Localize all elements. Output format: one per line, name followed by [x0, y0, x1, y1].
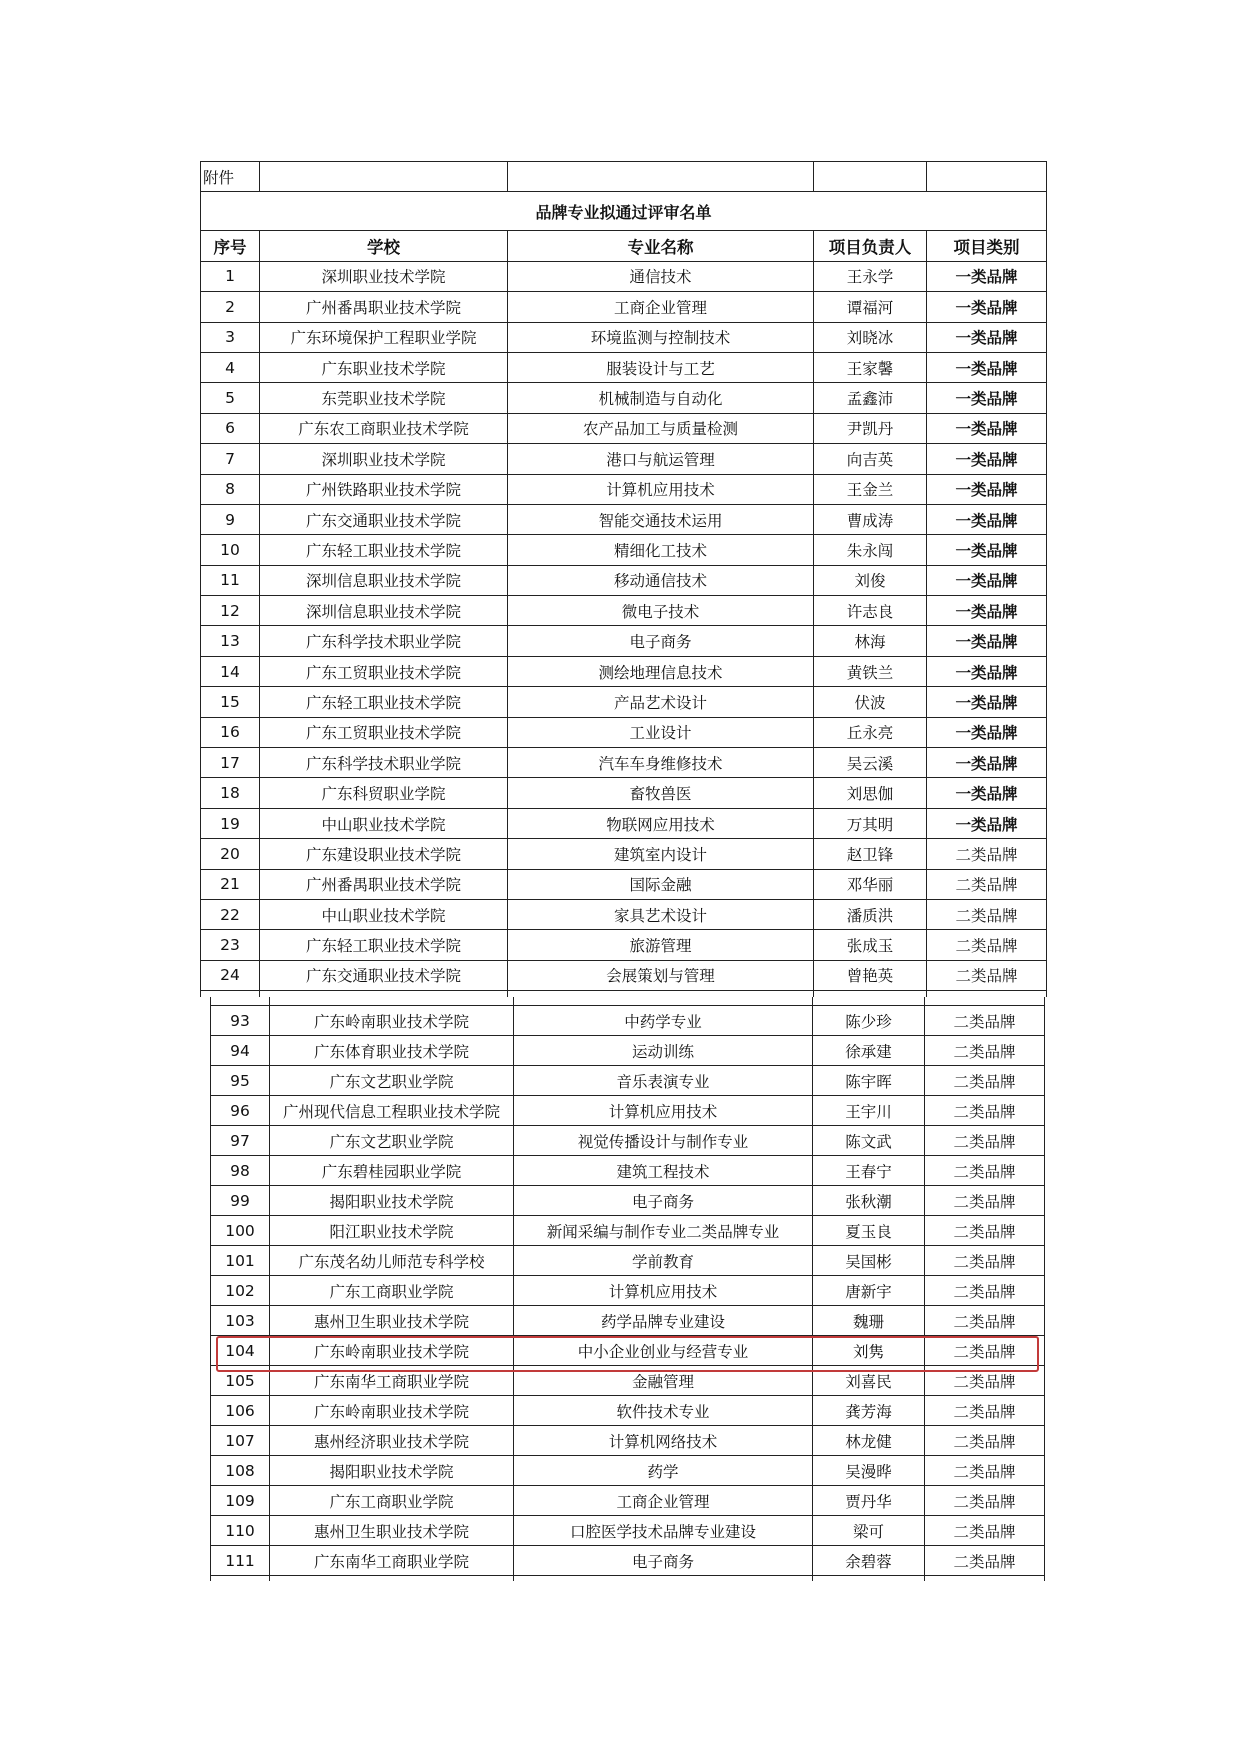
cell-school: 广州番禺职业技术学院	[260, 292, 508, 322]
cell-category: 一类品牌	[927, 656, 1047, 686]
cell-category: 一类品牌	[927, 261, 1047, 291]
table-row	[211, 1396, 1045, 1426]
cell-leader: 王永学	[814, 261, 927, 291]
cell-index: 8	[201, 474, 260, 504]
cell-school: 深圳信息职业技术学院	[260, 596, 508, 626]
cell-leader: 吴国彬	[813, 1246, 925, 1276]
cell-leader: 张秋潮	[813, 1186, 925, 1216]
cell-school: 广东碧桂园职业学院	[270, 1156, 514, 1186]
cell-major: 智能交通技术运用	[508, 504, 814, 534]
cell-category: 二类品牌	[927, 839, 1047, 869]
cell-index: 22	[201, 899, 260, 929]
table-row	[201, 656, 1047, 686]
cell-school: 惠州卫生职业技术学院	[270, 1306, 514, 1336]
table-row	[211, 1276, 1045, 1306]
cell-category: 二类品牌	[927, 960, 1047, 990]
cell-school: 中山职业技术学院	[260, 808, 508, 838]
table-row	[201, 565, 1047, 595]
table-row	[211, 1126, 1045, 1156]
cell-category: 二类品牌	[925, 1066, 1045, 1096]
cell-category: 一类品牌	[927, 626, 1047, 656]
cell-index: 9	[201, 504, 260, 534]
table-row	[201, 322, 1047, 352]
cell-school: 广东轻工职业技术学院	[260, 535, 508, 565]
cell-school: 广东轻工职业技术学院	[260, 930, 508, 960]
cell-category: 二类品牌	[925, 1276, 1045, 1306]
cell-school: 广东科学技术职业学院	[260, 748, 508, 778]
header-school: 学校	[260, 231, 508, 261]
cell-leader: 潘质洪	[814, 899, 927, 929]
cell-leader: 吴漫晔	[813, 1456, 925, 1486]
cell-school: 广东南华工商职业学院	[270, 1366, 514, 1396]
table-row	[201, 778, 1047, 808]
cell-index: 102	[211, 1276, 270, 1306]
cell-leader: 贾丹华	[813, 1486, 925, 1516]
cell-category: 二类品牌	[925, 1336, 1045, 1366]
table-row	[211, 1456, 1045, 1486]
cell-leader: 万其明	[814, 808, 927, 838]
cell-index: 107	[211, 1426, 270, 1456]
cell-leader: 伏波	[814, 687, 927, 717]
table-row	[201, 383, 1047, 413]
cell-major: 旅游管理	[508, 930, 814, 960]
cell-major: 农产品加工与质量检测	[508, 413, 814, 443]
table-row	[211, 1246, 1045, 1276]
cell-major: 中药学专业	[514, 1006, 813, 1036]
cell-major: 软件技术专业	[514, 1396, 813, 1426]
document-title: 品牌专业拟通过评审名单	[201, 192, 1047, 231]
cell-leader: 余碧蓉	[813, 1546, 925, 1576]
cell-leader: 曾艳英	[814, 960, 927, 990]
cell-leader: 丘永亮	[814, 717, 927, 747]
brand-list-table-part1	[200, 161, 1047, 997]
cell-leader: 孟鑫沛	[814, 383, 927, 413]
cell-index: 7	[201, 444, 260, 474]
header-index: 序号	[201, 231, 260, 261]
cell-major: 港口与航运管理	[508, 444, 814, 474]
cell-index: 108	[211, 1456, 270, 1486]
cell-school: 广东职业技术学院	[260, 352, 508, 382]
cell-index: 5	[201, 383, 260, 413]
cell-leader: 吴云溪	[814, 748, 927, 778]
cell-index: 19	[201, 808, 260, 838]
cell-category: 一类品牌	[927, 535, 1047, 565]
cell-category: 二类品牌	[925, 1006, 1045, 1036]
cell-major: 工商企业管理	[508, 292, 814, 322]
cell-school: 广东工商职业学院	[270, 1276, 514, 1306]
cell-index: 12	[201, 596, 260, 626]
table-row	[201, 261, 1047, 291]
cell-school: 广东农工商职业技术学院	[260, 413, 508, 443]
cell-index: 110	[211, 1516, 270, 1546]
table-row	[211, 1516, 1045, 1546]
cell-leader: 王金兰	[814, 474, 927, 504]
cell-index: 21	[201, 869, 260, 899]
cell-category: 二类品牌	[925, 1216, 1045, 1246]
table-row	[201, 504, 1047, 534]
cell-category: 一类品牌	[927, 687, 1047, 717]
cell-category: 一类品牌	[927, 717, 1047, 747]
table-row	[211, 1186, 1045, 1216]
cell-category: 二类品牌	[925, 1126, 1045, 1156]
cell-index: 13	[201, 626, 260, 656]
cell-school: 广东建设职业技术学院	[260, 839, 508, 869]
cell-major: 建筑室内设计	[508, 839, 814, 869]
table-row	[201, 839, 1047, 869]
cell-category: 二类品牌	[925, 1186, 1045, 1216]
attachment-row	[201, 162, 1047, 192]
cell-major: 产品艺术设计	[508, 687, 814, 717]
cell-leader: 唐新宇	[813, 1276, 925, 1306]
cell-major: 机械制造与自动化	[508, 383, 814, 413]
cell-major: 会展策划与管理	[508, 960, 814, 990]
cell-leader: 刘隽	[813, 1336, 925, 1366]
cell-leader: 张成玉	[814, 930, 927, 960]
cell-leader: 梁可	[813, 1516, 925, 1546]
table-row	[201, 596, 1047, 626]
cell-category: 一类品牌	[927, 413, 1047, 443]
cell-index: 18	[201, 778, 260, 808]
cell-major: 工商企业管理	[514, 1486, 813, 1516]
cell-index: 20	[201, 839, 260, 869]
cell-school: 广东茂名幼儿师范专科学校	[270, 1246, 514, 1276]
cell-index: 111	[211, 1546, 270, 1576]
cell-major: 微电子技术	[508, 596, 814, 626]
cell-category: 二类品牌	[925, 1426, 1045, 1456]
cell-leader: 黄铁兰	[814, 656, 927, 686]
table-row	[201, 869, 1047, 899]
cell-category: 二类品牌	[925, 1156, 1045, 1186]
cell-index: 2	[201, 292, 260, 322]
cell-index: 105	[211, 1366, 270, 1396]
cell-index: 103	[211, 1306, 270, 1336]
cell-index: 1	[201, 261, 260, 291]
cell-school: 广东岭南职业技术学院	[270, 1396, 514, 1426]
table-row	[201, 474, 1047, 504]
table-row	[201, 930, 1047, 960]
cell-school: 广东岭南职业技术学院	[270, 1006, 514, 1036]
cell-major: 电子商务	[514, 1546, 813, 1576]
cell-major: 计算机应用技术	[508, 474, 814, 504]
cell-category: 二类品牌	[927, 899, 1047, 929]
cell-school: 广州铁路职业技术学院	[260, 474, 508, 504]
table-row	[201, 626, 1047, 656]
cell-category: 一类品牌	[927, 444, 1047, 474]
table-row	[211, 1486, 1045, 1516]
cell-major: 金融管理	[514, 1366, 813, 1396]
cell-index: 104	[211, 1336, 270, 1366]
cell-category: 二类品牌	[925, 1546, 1045, 1576]
cell-leader: 刘俊	[814, 565, 927, 595]
cell-leader: 许志良	[814, 596, 927, 626]
cell-index: 3	[201, 322, 260, 352]
cell-index: 17	[201, 748, 260, 778]
table-row	[211, 1546, 1045, 1576]
cell-category: 一类品牌	[927, 352, 1047, 382]
header-row	[201, 231, 1047, 261]
table-row	[201, 960, 1047, 990]
cell-school: 广东环境保护工程职业学院	[260, 322, 508, 352]
cell-index: 95	[211, 1066, 270, 1096]
cell-category: 二类品牌	[925, 1246, 1045, 1276]
cell-major: 药学品牌专业建设	[514, 1306, 813, 1336]
cell-major: 新闻采编与制作专业二类品牌专业	[514, 1216, 813, 1246]
cell-leader: 魏珊	[813, 1306, 925, 1336]
cell-school: 深圳信息职业技术学院	[260, 565, 508, 595]
cell-major: 测绘地理信息技术	[508, 656, 814, 686]
cell-major: 学前教育	[514, 1246, 813, 1276]
cell-category: 二类品牌	[927, 869, 1047, 899]
cell-major: 计算机网络技术	[514, 1426, 813, 1456]
cell-school: 广东体育职业技术学院	[270, 1036, 514, 1066]
cell-leader: 陈少珍	[813, 1006, 925, 1036]
cell-major: 服装设计与工艺	[508, 352, 814, 382]
table-row	[201, 717, 1047, 747]
cell-major: 音乐表演专业	[514, 1066, 813, 1096]
cell-category: 一类品牌	[927, 778, 1047, 808]
cell-category: 二类品牌	[925, 1396, 1045, 1426]
cell-index: 97	[211, 1126, 270, 1156]
cell-index: 14	[201, 656, 260, 686]
cell-category: 二类品牌	[925, 1366, 1045, 1396]
cell-school: 广东文艺职业学院	[270, 1126, 514, 1156]
table-row	[211, 1006, 1045, 1036]
cell-leader: 曹成涛	[814, 504, 927, 534]
cell-leader: 朱永闯	[814, 535, 927, 565]
cell-school: 广东岭南职业技术学院	[270, 1336, 514, 1366]
cell-major: 计算机应用技术	[514, 1096, 813, 1126]
table-row	[211, 1066, 1045, 1096]
cell-school: 广东文艺职业学院	[270, 1066, 514, 1096]
table-row	[201, 687, 1047, 717]
cell-category: 二类品牌	[925, 1486, 1045, 1516]
cell-leader: 林龙健	[813, 1426, 925, 1456]
table-row	[211, 1096, 1045, 1126]
cell-leader: 刘喜民	[813, 1366, 925, 1396]
header-leader: 项目负责人	[814, 231, 927, 261]
cell-school: 广东南华工商职业学院	[270, 1546, 514, 1576]
cell-major: 汽车车身维修技术	[508, 748, 814, 778]
cell-major: 电子商务	[514, 1186, 813, 1216]
cell-major: 口腔医学技术品牌专业建设	[514, 1516, 813, 1546]
cell-index: 23	[201, 930, 260, 960]
cell-school: 中山职业技术学院	[260, 899, 508, 929]
cell-school: 深圳职业技术学院	[260, 444, 508, 474]
cell-category: 一类品牌	[927, 596, 1047, 626]
cell-category: 二类品牌	[925, 1306, 1045, 1336]
cell-index: 4	[201, 352, 260, 382]
cell-school: 广东工商职业学院	[270, 1486, 514, 1516]
cell-school: 阳江职业技术学院	[270, 1216, 514, 1246]
cell-index: 11	[201, 565, 260, 595]
cell-school: 广东工贸职业技术学院	[260, 656, 508, 686]
cell-leader: 王春宁	[813, 1156, 925, 1186]
cell-index: 109	[211, 1486, 270, 1516]
cell-category: 一类品牌	[927, 322, 1047, 352]
cell-school: 东莞职业技术学院	[260, 383, 508, 413]
table-row	[201, 413, 1047, 443]
table-row	[201, 292, 1047, 322]
header-category: 项目类别	[927, 231, 1047, 261]
cell-index: 93	[211, 1006, 270, 1036]
cell-leader: 尹凯丹	[814, 413, 927, 443]
cell-leader: 夏玉良	[813, 1216, 925, 1246]
cell-index: 96	[211, 1096, 270, 1126]
cell-category: 一类品牌	[927, 383, 1047, 413]
cell-leader: 龚芳海	[813, 1396, 925, 1426]
cell-index: 10	[201, 535, 260, 565]
cell-major: 计算机应用技术	[514, 1276, 813, 1306]
cell-leader: 王宇川	[813, 1096, 925, 1126]
cell-school: 广东科学技术职业学院	[260, 626, 508, 656]
cell-index: 6	[201, 413, 260, 443]
cell-school: 惠州卫生职业技术学院	[270, 1516, 514, 1546]
cell-school: 广东工贸职业技术学院	[260, 717, 508, 747]
cell-category: 一类品牌	[927, 748, 1047, 778]
cell-category: 一类品牌	[927, 808, 1047, 838]
cell-major: 精细化工技术	[508, 535, 814, 565]
brand-list-table-part2	[210, 997, 1045, 1581]
title-row	[201, 192, 1047, 231]
cell-index: 94	[211, 1036, 270, 1066]
cell-major: 视觉传播设计与制作专业	[514, 1126, 813, 1156]
cell-leader: 赵卫锋	[814, 839, 927, 869]
cell-major: 通信技术	[508, 261, 814, 291]
cell-category: 二类品牌	[925, 1516, 1045, 1546]
cell-major: 建筑工程技术	[514, 1156, 813, 1186]
table-row	[211, 1036, 1045, 1066]
cell-major: 运动训练	[514, 1036, 813, 1066]
table-row	[201, 352, 1047, 382]
cell-school: 揭阳职业技术学院	[270, 1456, 514, 1486]
cell-leader: 陈宇晖	[813, 1066, 925, 1096]
cell-category: 一类品牌	[927, 292, 1047, 322]
cell-category: 二类品牌	[925, 1096, 1045, 1126]
table-row	[201, 748, 1047, 778]
cell-index: 16	[201, 717, 260, 747]
table-row	[211, 1216, 1045, 1246]
cell-school: 广东交通职业技术学院	[260, 960, 508, 990]
cell-index: 99	[211, 1186, 270, 1216]
cell-leader: 刘思伽	[814, 778, 927, 808]
table-row	[201, 808, 1047, 838]
cell-index: 15	[201, 687, 260, 717]
cell-index: 24	[201, 960, 260, 990]
header-major: 专业名称	[508, 231, 814, 261]
cell-category: 一类品牌	[927, 474, 1047, 504]
cell-leader: 刘晓冰	[814, 322, 927, 352]
cell-major: 家具艺术设计	[508, 899, 814, 929]
cell-category: 二类品牌	[925, 1456, 1045, 1486]
cell-major: 国际金融	[508, 869, 814, 899]
cell-major: 环境监测与控制技术	[508, 322, 814, 352]
cell-school: 广东轻工职业技术学院	[260, 687, 508, 717]
cell-major: 工业设计	[508, 717, 814, 747]
cell-school: 广东科贸职业学院	[260, 778, 508, 808]
cell-category: 一类品牌	[927, 565, 1047, 595]
cell-major: 药学	[514, 1456, 813, 1486]
table-row	[211, 1156, 1045, 1186]
table-row	[201, 899, 1047, 929]
table-row	[201, 444, 1047, 474]
table-row	[211, 1426, 1045, 1456]
cell-school: 广州现代信息工程职业技术学院	[270, 1096, 514, 1126]
cell-leader: 王家馨	[814, 352, 927, 382]
cell-index: 98	[211, 1156, 270, 1186]
cell-major: 中小企业创业与经营专业	[514, 1336, 813, 1366]
cell-school: 深圳职业技术学院	[260, 261, 508, 291]
cell-category: 一类品牌	[927, 504, 1047, 534]
attachment-label: 附件	[201, 162, 260, 192]
cell-leader: 谭福河	[814, 292, 927, 322]
cell-index: 101	[211, 1246, 270, 1276]
cell-major: 物联网应用技术	[508, 808, 814, 838]
cell-leader: 林海	[814, 626, 927, 656]
cell-category: 二类品牌	[925, 1036, 1045, 1066]
cell-index: 106	[211, 1396, 270, 1426]
cell-major: 移动通信技术	[508, 565, 814, 595]
table-row	[211, 1306, 1045, 1336]
cell-school: 惠州经济职业技术学院	[270, 1426, 514, 1456]
cell-leader: 徐承建	[813, 1036, 925, 1066]
cell-category: 二类品牌	[927, 930, 1047, 960]
highlight-box-row-104	[216, 1336, 1039, 1372]
cell-index: 100	[211, 1216, 270, 1246]
cell-leader: 向吉英	[814, 444, 927, 474]
cell-school: 揭阳职业技术学院	[270, 1186, 514, 1216]
cell-major: 畜牧兽医	[508, 778, 814, 808]
cell-leader: 陈文武	[813, 1126, 925, 1156]
cell-major: 电子商务	[508, 626, 814, 656]
cell-school: 广州番禺职业技术学院	[260, 869, 508, 899]
table-row	[201, 535, 1047, 565]
cell-leader: 邓华丽	[814, 869, 927, 899]
cell-school: 广东交通职业技术学院	[260, 504, 508, 534]
